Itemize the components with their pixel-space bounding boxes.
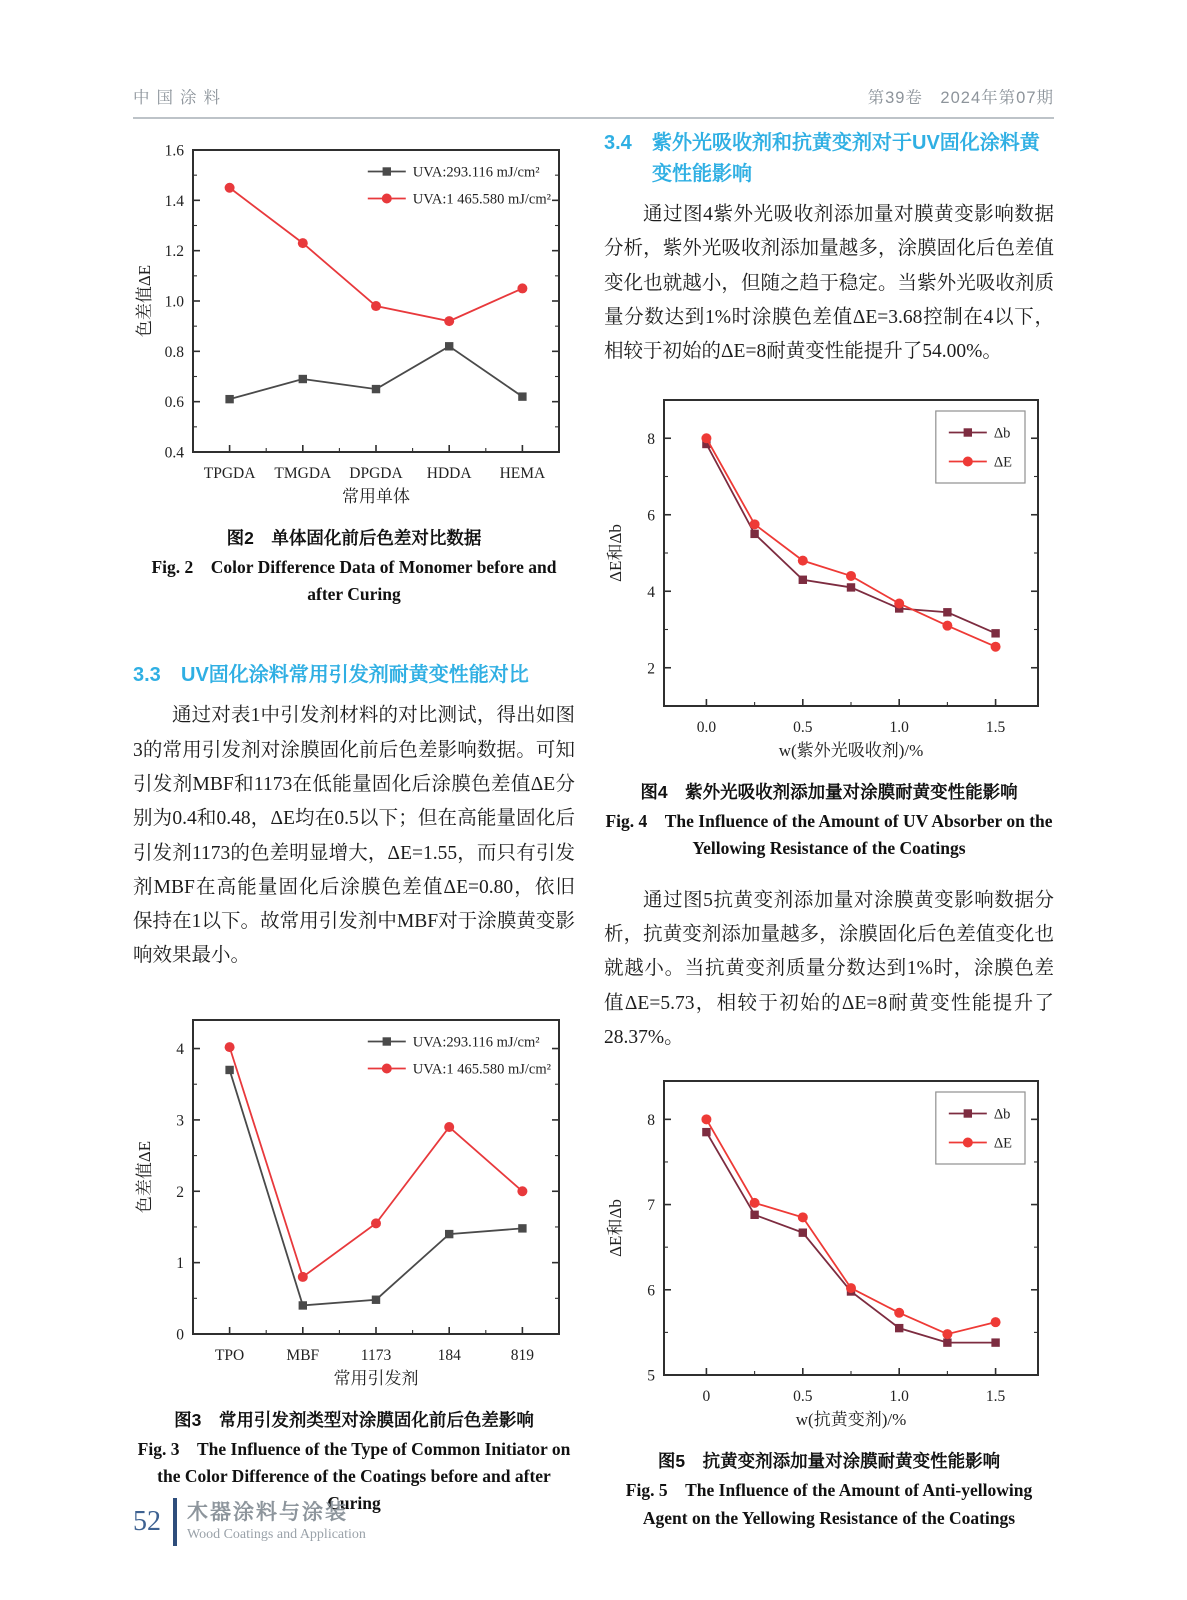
figure5-chart — [604, 1069, 1054, 1439]
svg-text:1.0: 1.0 — [889, 1388, 909, 1406]
svg-text:UVA:1 465.580 mJ/cm²: UVA:1 465.580 mJ/cm² — [412, 1061, 551, 1078]
svg-text:ΔE: ΔE — [993, 454, 1012, 471]
svg-text:UVA:1 465.580 mJ/cm²: UVA:1 465.580 mJ/cm² — [412, 191, 551, 208]
svg-text:ΔE: ΔE — [993, 1135, 1012, 1152]
svg-text:0.5: 0.5 — [793, 718, 813, 736]
figure2-chart — [133, 138, 575, 516]
footer-title-en: Wood Coatings and Application — [187, 1526, 366, 1542]
journal-name: 中国涂料 — [133, 89, 227, 107]
section-3-4-title: 紫外光吸收剂和抗黄变剂对于UV固化涂料黄变性能影响 — [652, 132, 1040, 185]
svg-text:ΔE和Δb: ΔE和Δb — [606, 1199, 625, 1258]
footer-divider — [173, 1498, 177, 1546]
figure3-caption-en: Fig. 3 The Influence of the Type of Common Initiator on the Color Difference of the Coatings before and after Curing — [137, 1438, 571, 1513]
svg-text:常用引发剂: 常用引发剂 — [333, 1368, 419, 1388]
svg-text:TPGDA: TPGDA — [203, 465, 256, 482]
section-3-3-number: 3.3 — [133, 664, 161, 687]
svg-text:w(抗黄变剂)/%: w(抗黄变剂)/% — [795, 1410, 907, 1430]
svg-text:1.5: 1.5 — [985, 718, 1006, 736]
svg-text:0.0: 0.0 — [696, 718, 717, 736]
svg-text:0.4: 0.4 — [164, 444, 184, 462]
svg-text:2: 2 — [176, 1183, 184, 1201]
figure3-caption-zh: 图3 常用引发剂类型对涂膜固化前后色差影响 — [174, 1409, 534, 1430]
svg-text:Δb: Δb — [993, 1106, 1011, 1123]
svg-text:常用单体: 常用单体 — [342, 487, 410, 506]
figure2-caption — [133, 524, 575, 608]
svg-text:3: 3 — [176, 1112, 184, 1130]
svg-text:Δb: Δb — [993, 425, 1011, 442]
footer-title-zh: 木器涂料与涂装 — [187, 1501, 348, 1525]
svg-text:0.6: 0.6 — [164, 394, 184, 412]
svg-text:4: 4 — [647, 583, 655, 601]
svg-text:1.0: 1.0 — [889, 718, 909, 736]
svg-text:色差值ΔE: 色差值ΔE — [135, 1140, 154, 1213]
svg-text:8: 8 — [647, 430, 655, 448]
svg-text:1.5: 1.5 — [985, 1388, 1006, 1406]
svg-text:0.8: 0.8 — [164, 343, 184, 361]
svg-text:6: 6 — [647, 506, 655, 524]
section-3-3-paragraph: 通过对表1中引发剂材料的对比测试，得出如图3的常用引发剂对涂膜固化前后色差影响数据。可知引发剂MBF和1173在低能量固化后涂膜色差值ΔE分别为0.4和0.48，ΔE均在0.5以下；但在高能量固化后引发剂1173的色差明显增大，ΔE=1.55，而只有引发剂MBF在高能量固化后涂膜色差值ΔE=0.80，依旧保持在1以下。故常用引发剂中MBF对于涂膜黄变影响效果最小。 — [133, 705, 575, 967]
svg-text:1.2: 1.2 — [164, 243, 184, 261]
figure4-caption — [604, 778, 1054, 862]
figure5-intro-paragraph: 通过图5抗黄变剂添加量对涂膜黄变影响数据分析，抗黄变剂添加量越多，涂膜固化后色差值变化也就越小。当抗黄变剂质量分数达到1%时，涂膜色差值ΔE=5.73，相较于初始的ΔE=8耐黄变性能提升了28.37%。 — [604, 889, 1054, 1049]
right-column — [604, 128, 1054, 1532]
page-header — [133, 84, 1054, 119]
svg-text:HEMA: HEMA — [499, 465, 546, 482]
figure4-chart — [604, 388, 1054, 770]
svg-text:1.6: 1.6 — [164, 142, 184, 160]
svg-text:UVA:293.116 mJ/cm²: UVA:293.116 mJ/cm² — [412, 1034, 540, 1051]
page-number: 52 — [133, 1506, 161, 1537]
figure5-caption-zh: 图5 抗黄变剂添加量对涂膜耐黄变性能影响 — [657, 1451, 1001, 1472]
svg-text:6: 6 — [647, 1282, 655, 1300]
svg-text:1173: 1173 — [360, 1346, 392, 1364]
figure2-caption-zh: 图2 单体固化前后色差对比数据 — [226, 528, 482, 548]
svg-text:819: 819 — [510, 1346, 535, 1364]
svg-text:4: 4 — [176, 1040, 184, 1058]
svg-text:DPGDA: DPGDA — [349, 465, 403, 482]
section-3-4-number: 3.4 — [604, 132, 632, 154]
section-3-3-heading — [133, 660, 575, 691]
svg-text:7: 7 — [647, 1197, 655, 1215]
svg-text:1.4: 1.4 — [164, 192, 184, 210]
figure4-caption-en: Fig. 4 The Influence of the Amount of UV Absorber on the Yellowing Resistance of the Coatings — [605, 810, 1053, 858]
svg-text:TPO: TPO — [214, 1346, 245, 1364]
svg-text:w(紫外光吸收剂)/%: w(紫外光吸收剂)/% — [778, 740, 924, 760]
figure2-caption-en: Fig. 2 Color Difference Data of Monomer before and after Curing — [151, 557, 557, 605]
footer-titles — [187, 1500, 366, 1543]
svg-text:8: 8 — [647, 1112, 655, 1130]
svg-text:HDDA: HDDA — [426, 465, 472, 482]
svg-text:1: 1 — [176, 1254, 184, 1272]
issue-info: 第39卷 2024年第07期 — [867, 89, 1054, 107]
svg-text:色差值ΔE: 色差值ΔE — [135, 264, 154, 338]
svg-text:MBF: MBF — [286, 1346, 320, 1364]
svg-text:0: 0 — [702, 1388, 711, 1406]
page-footer — [133, 1498, 366, 1546]
section-3-4-paragraph: 通过图4紫外光吸收剂添加量对膜黄变影响数据分析，紫外光吸收剂添加量越多，涂膜固化后色差值变化也就越小，但随之趋于稳定。当紫外光吸收剂质量分数达到1%时涂膜色差值ΔE=3.68控制在4以下，相较于初始的ΔE=8耐黄变性能提升了54.00%。 — [604, 204, 1054, 363]
svg-text:UVA:293.116 mJ/cm²: UVA:293.116 mJ/cm² — [412, 164, 540, 181]
svg-text:1.0: 1.0 — [164, 293, 184, 311]
svg-text:0.5: 0.5 — [793, 1388, 813, 1406]
svg-text:5: 5 — [647, 1367, 655, 1385]
svg-text:0: 0 — [176, 1326, 184, 1344]
svg-text:ΔE和Δb: ΔE和Δb — [606, 523, 625, 582]
left-column — [133, 128, 575, 1532]
svg-text:184: 184 — [437, 1346, 461, 1364]
section-3-4-heading — [604, 128, 1054, 190]
svg-text:TMGDA: TMGDA — [274, 465, 332, 482]
figure4-caption-zh: 图4 紫外光吸收剂添加量对涂膜耐黄变性能影响 — [640, 781, 1018, 802]
figure3-chart — [133, 1008, 575, 1398]
figure5-caption — [604, 1447, 1054, 1531]
svg-text:2: 2 — [647, 659, 655, 677]
figure5-caption-en: Fig. 5 The Influence of the Amount of Anti-yellowing Agent on the Yellowing Resistance of the Coatings — [625, 1480, 1033, 1528]
page-content — [133, 128, 1054, 1532]
section-3-3-title: UV固化涂料常用引发剂耐黄变性能对比 — [181, 664, 529, 687]
